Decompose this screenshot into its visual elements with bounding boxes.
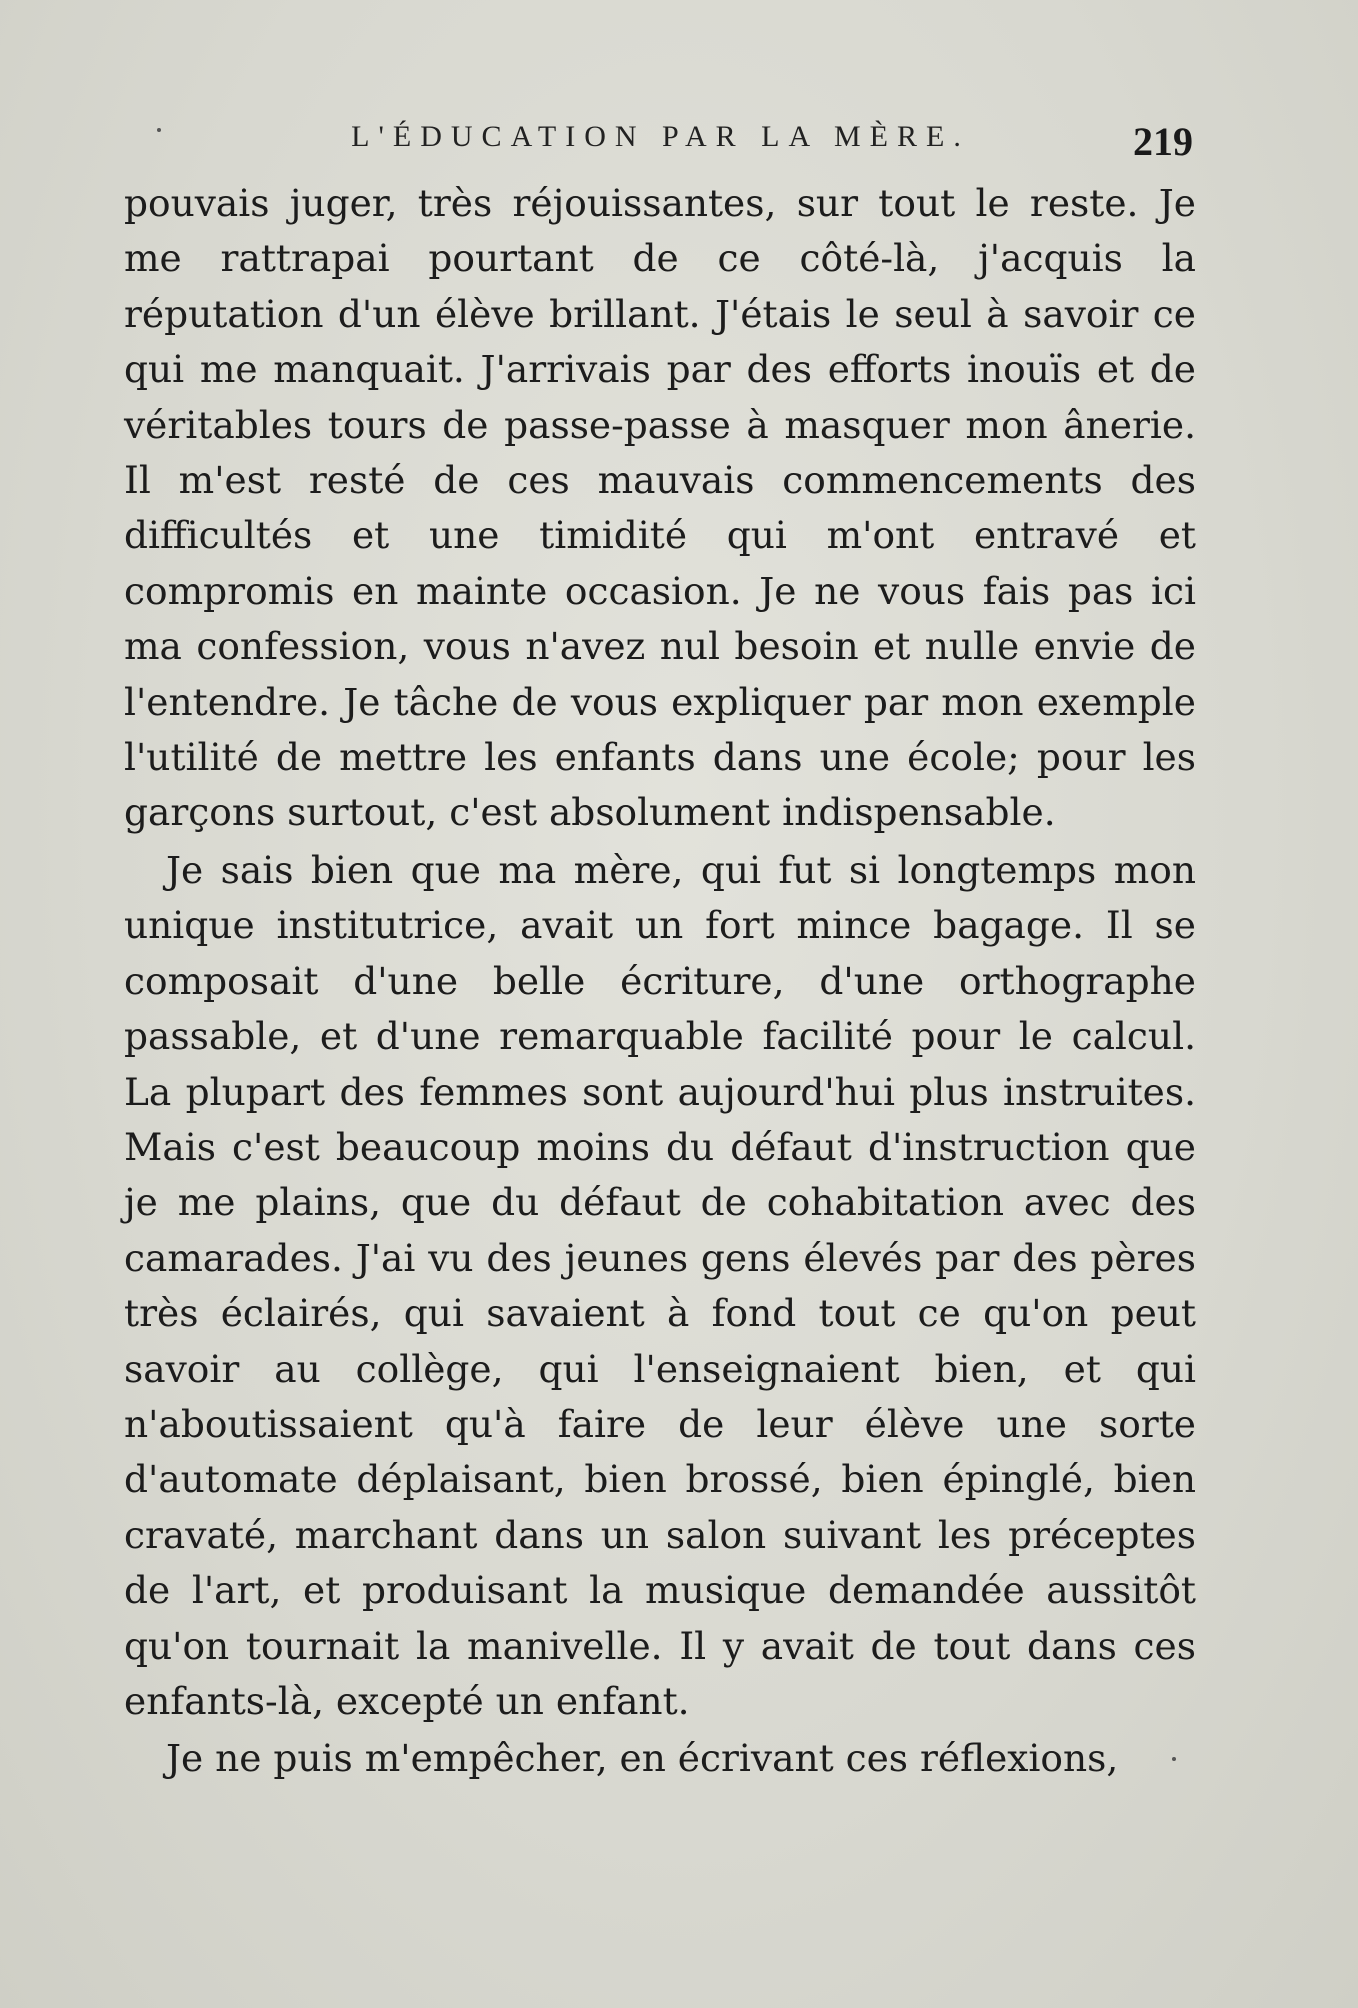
paragraph: Je sais bien que ma mère, qui fut si longtemps mon unique institutrice, avait un fort mince bagage. Il se composait d'une belle écriture, d'une orthographe passable, et d'une remarquable facilité pour le calcul. La plupart des femmes sont aujourd'hui plus instruites. Mais c'est beaucoup moins du défaut d'instruction que je me plains, que du défaut de cohabitation avec des camarades. J'ai vu des jeunes gens élevés par des pères très éclairés, qui savaient à fond tout ce qu'on peut savoir au collège, qui l'enseignaient bien, et qui n'aboutissaient qu'à faire de leur élève une sorte d'automate déplaisant, bien brossé, bien épinglé, bien cravaté, marchant dans un salon suivant les préceptes de l'art, et produisant la musique demandée aussitôt qu'on tournait la manivelle. Il y avait de tout dans ces enfants-là, excepté un enfant. [124,847,1196,1723]
running-title: L'ÉDUCATION PAR LA MÈRE. [351,120,970,153]
body-text [124,176,1196,1787]
paragraph-continued: pouvais juger, très réjouissantes, sur tout le reste. Je me rattrapai pourtant de ce côté-là, j'acquis la réputation d'un élève brillant. J'étais le seul à savoir ce qui me manquait. J'arrivais par des efforts inouïs et de véritables tours de passe-passe à masquer mon ânerie. Il m'est resté de ces mauvais commencements des difficultés et une timidité qui m'ont entravé et compromis en mainte occasion. Je ne vous fais pas ici ma confession, vous n'avez nul besoin et nulle envie de l'entendre. Je tâche de vous expliquer par mon exemple l'utilité de mettre les enfants dans une école; pour les garçons surtout, c'est absolument indispensable. [124,181,1196,835]
page-number: 219 [1133,119,1193,164]
paragraph: Je ne puis m'empêcher, en écrivant ces réflexions, [166,1736,1119,1781]
running-head [128,118,1193,168]
